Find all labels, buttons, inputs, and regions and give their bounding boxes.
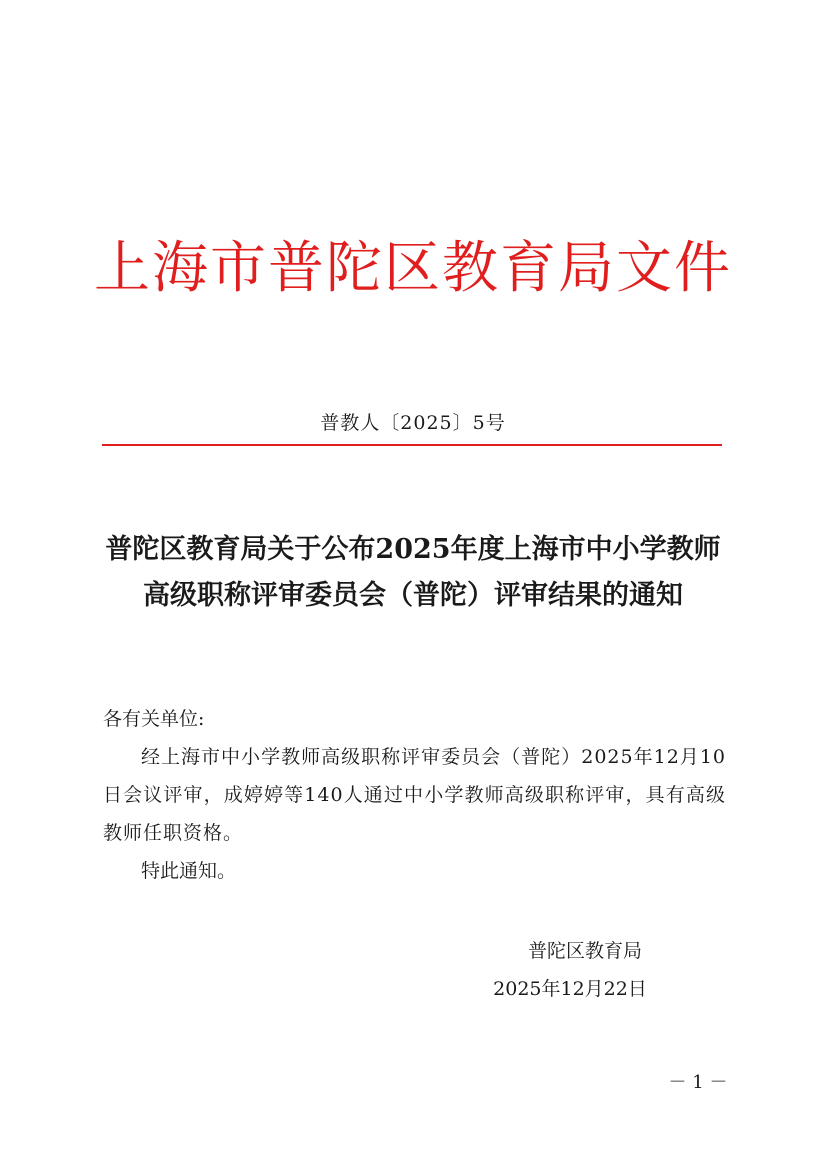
document-header-title: 上海市普陀区教育局文件 xyxy=(94,236,732,301)
issuer-signature: 普陀区教育局 xyxy=(527,940,642,962)
notice-title: 普陀区教育局关于公布2025年度上海市中小学教师高级职称评审委员会（普陀）评审结果的通知 xyxy=(105,534,721,611)
notice-body-paragraph: 经上海市中小学教师高级职称评审委员会（普陀）2025年12月10日会议评审，成婷婷等140人通过中小学教师高级职称评审，具有高级教师任职资格。 xyxy=(103,746,726,844)
page-number: － 1 － xyxy=(668,1072,728,1093)
document-number: 普教人〔2025〕5号 xyxy=(320,412,506,434)
header-divider-line xyxy=(102,444,722,446)
issue-date: 2025年12月22日 xyxy=(493,978,647,1000)
closing-line: 特此通知。 xyxy=(141,860,237,882)
salutation: 各有关单位: xyxy=(103,708,205,730)
